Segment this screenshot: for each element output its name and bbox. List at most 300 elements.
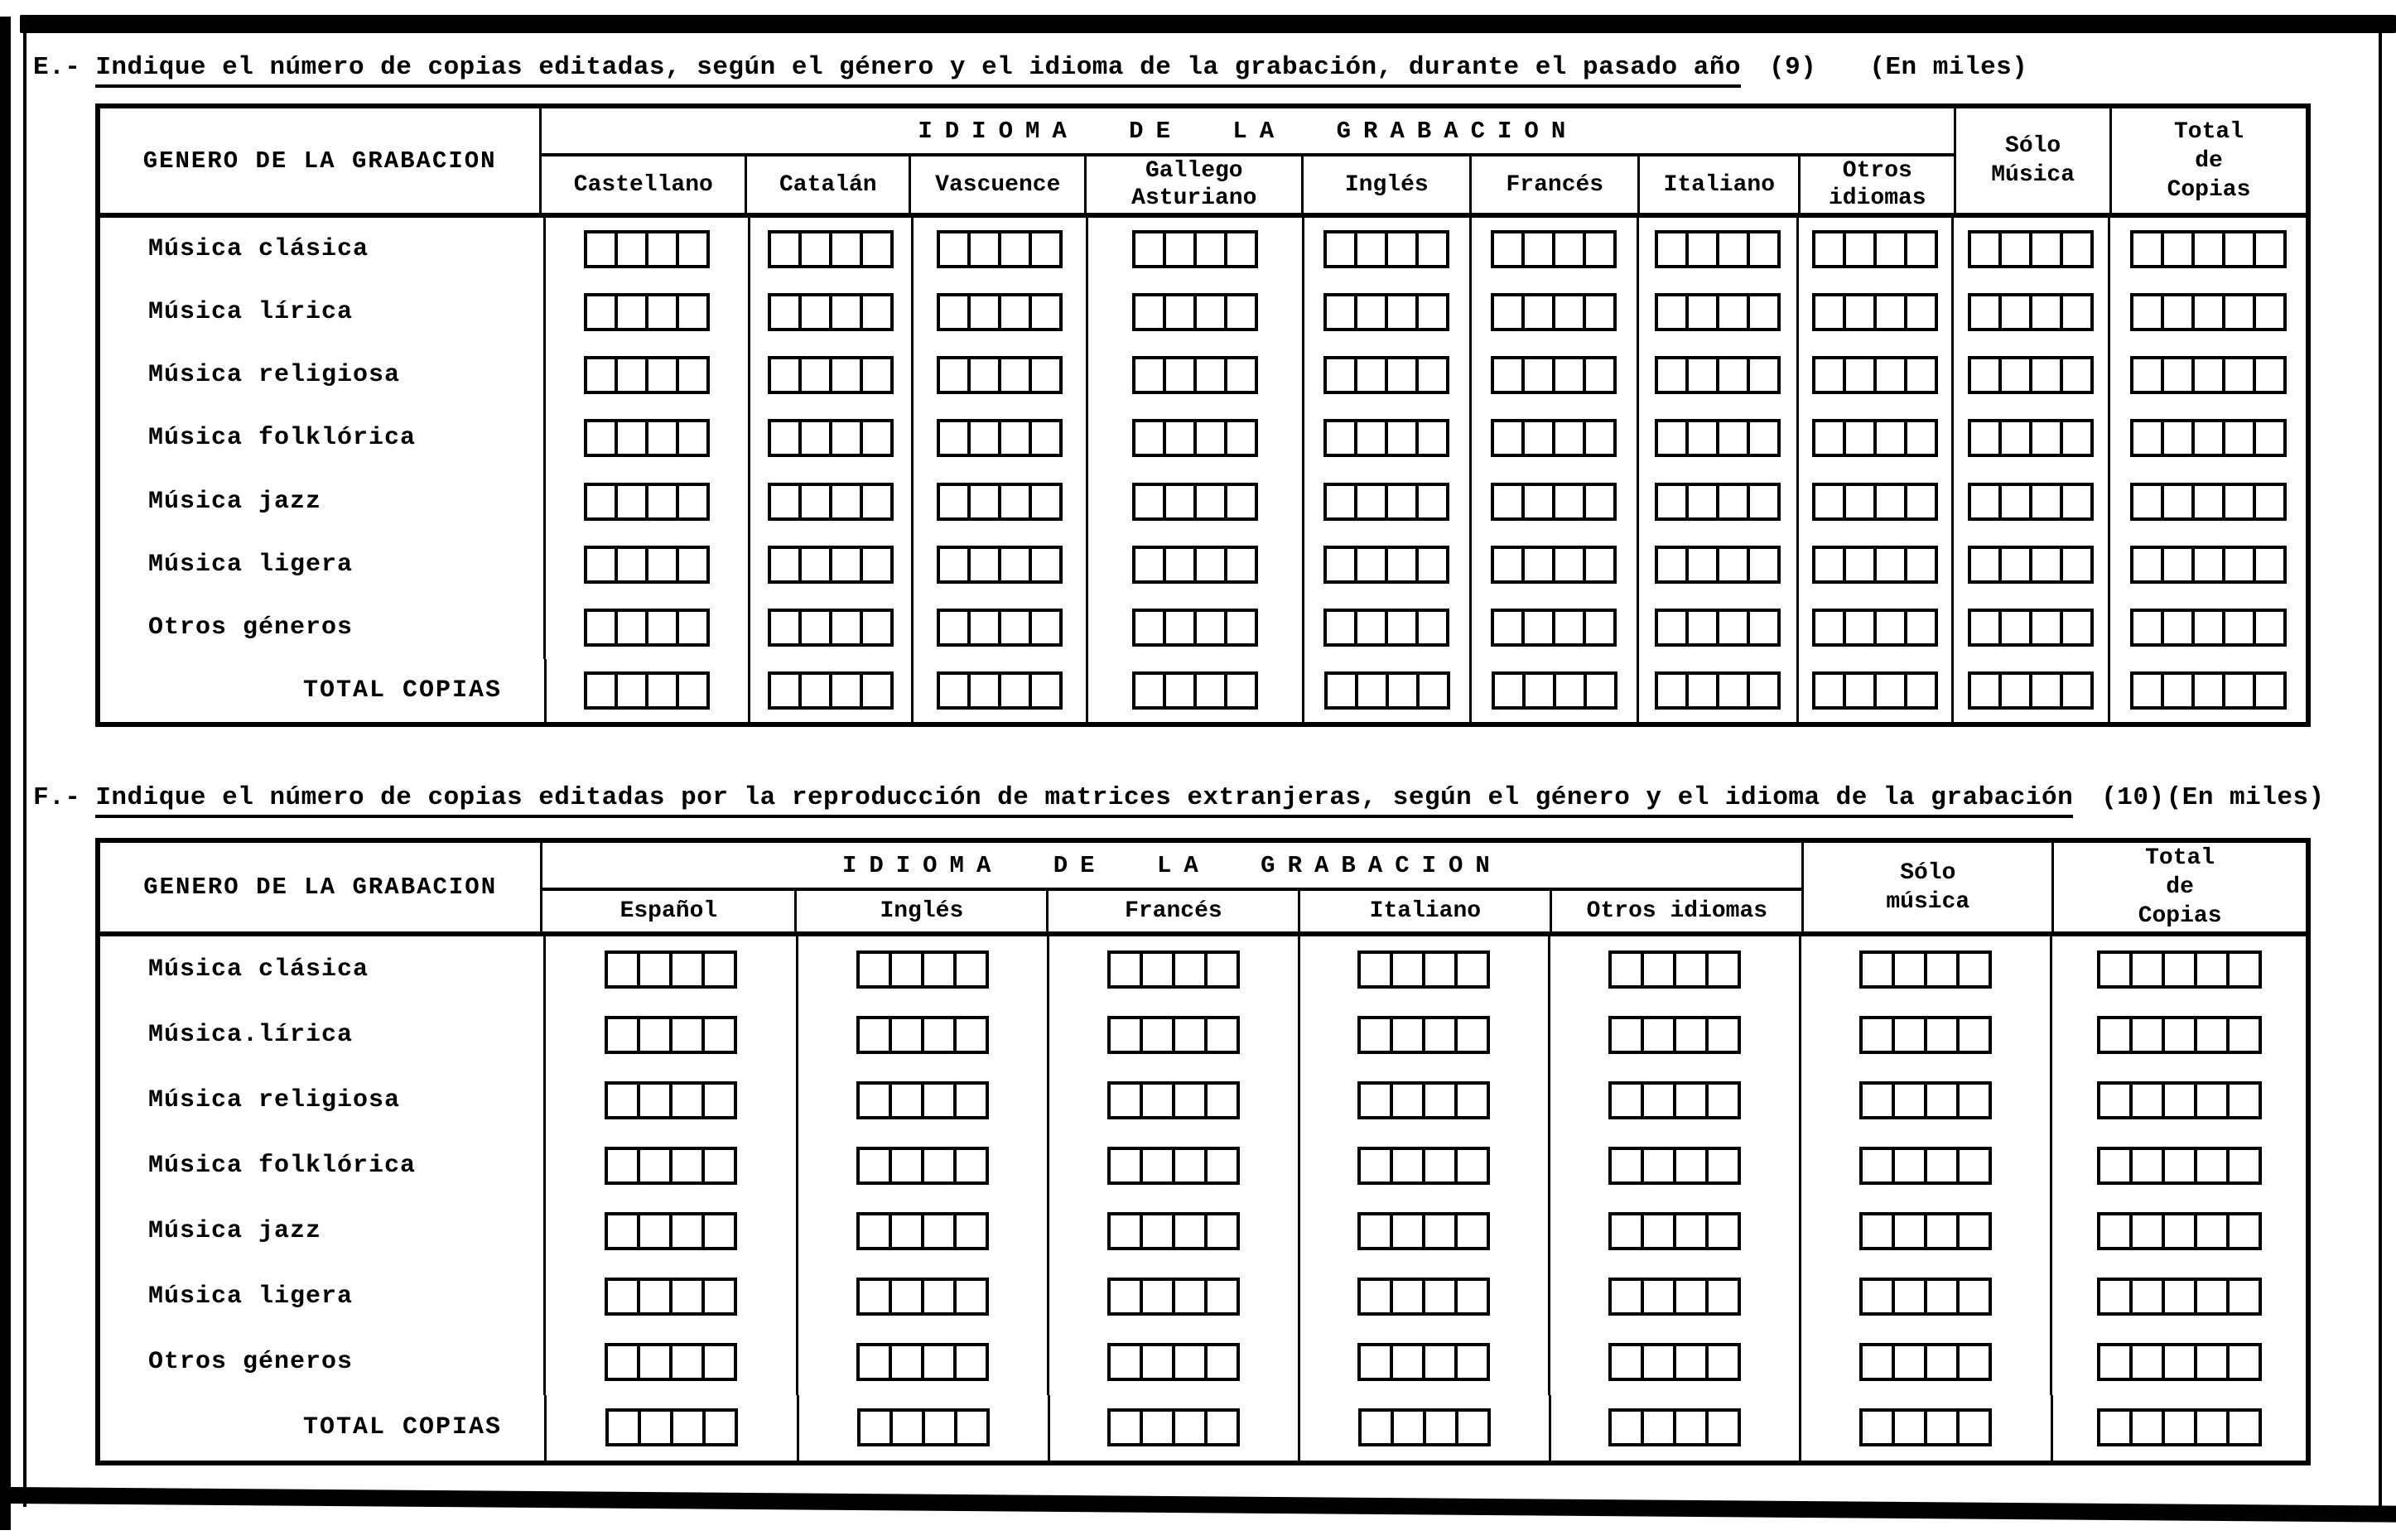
digit-box[interactable] bbox=[2161, 546, 2195, 584]
digit-box[interactable] bbox=[1685, 609, 1719, 647]
digit-box[interactable] bbox=[1390, 1081, 1425, 1119]
digit-box[interactable] bbox=[1608, 1408, 1644, 1446]
digit-box[interactable] bbox=[615, 293, 648, 331]
digit-box[interactable] bbox=[638, 1408, 673, 1446]
digit-box[interactable] bbox=[1859, 1343, 1895, 1381]
digit-input-row1-lang4[interactable] bbox=[1323, 293, 1449, 331]
digit-box[interactable] bbox=[856, 1343, 892, 1381]
digit-box[interactable] bbox=[1904, 483, 1938, 521]
digit-box[interactable] bbox=[1454, 1016, 1490, 1054]
digit-box[interactable] bbox=[1390, 1278, 1425, 1316]
digit-box[interactable] bbox=[998, 293, 1032, 331]
digit-box[interactable] bbox=[1843, 293, 1877, 331]
digit-box[interactable] bbox=[798, 356, 832, 394]
digit-box[interactable] bbox=[1354, 483, 1388, 521]
digit-box[interactable] bbox=[1193, 293, 1227, 331]
digit-input-row6-lang2[interactable] bbox=[937, 609, 1063, 647]
digit-input-row2-lang0[interactable] bbox=[605, 1081, 737, 1119]
digit-box[interactable] bbox=[637, 1343, 673, 1381]
digit-box[interactable] bbox=[2253, 293, 2287, 331]
digit-box[interactable] bbox=[2162, 1212, 2197, 1250]
digit-box[interactable] bbox=[1904, 546, 1938, 584]
digit-box[interactable] bbox=[584, 356, 618, 394]
digit-box[interactable] bbox=[860, 293, 894, 331]
digit-box[interactable] bbox=[967, 671, 1001, 710]
digit-box[interactable] bbox=[1204, 1016, 1240, 1054]
digit-box[interactable] bbox=[1812, 230, 1846, 268]
digit-box[interactable] bbox=[1132, 546, 1166, 584]
digit-box[interactable] bbox=[1193, 356, 1227, 394]
digit-box[interactable] bbox=[798, 483, 832, 521]
digit-box[interactable] bbox=[1655, 356, 1689, 394]
digit-input-row1-solo[interactable] bbox=[1968, 293, 2094, 331]
digit-box[interactable] bbox=[2226, 1081, 2262, 1119]
digit-box[interactable] bbox=[1998, 293, 2032, 331]
digit-box[interactable] bbox=[1491, 230, 1525, 268]
digit-box[interactable] bbox=[1204, 1408, 1240, 1446]
digit-box[interactable] bbox=[1422, 950, 1458, 989]
digit-input-row7-solo[interactable] bbox=[1859, 1408, 1992, 1446]
digit-box[interactable] bbox=[1132, 671, 1166, 710]
digit-input-row3-total[interactable] bbox=[2097, 1147, 2262, 1185]
digit-box[interactable] bbox=[856, 1212, 892, 1250]
digit-box[interactable] bbox=[921, 1147, 957, 1185]
digit-box[interactable] bbox=[1415, 356, 1449, 394]
digit-box[interactable] bbox=[1968, 419, 2002, 457]
digit-box[interactable] bbox=[605, 1212, 640, 1250]
digit-box[interactable] bbox=[1029, 483, 1063, 521]
digit-box[interactable] bbox=[1685, 230, 1719, 268]
digit-box[interactable] bbox=[1323, 293, 1357, 331]
digit-input-row2-lang3[interactable] bbox=[1357, 1081, 1490, 1119]
digit-box[interactable] bbox=[1454, 1147, 1490, 1185]
digit-input-row5-lang4[interactable] bbox=[1608, 1278, 1741, 1316]
digit-box[interactable] bbox=[1859, 1016, 1895, 1054]
digit-box[interactable] bbox=[1608, 1016, 1644, 1054]
digit-box[interactable] bbox=[1107, 1147, 1143, 1185]
digit-box[interactable] bbox=[1924, 1016, 1960, 1054]
digit-box[interactable] bbox=[1422, 1278, 1458, 1316]
digit-input-row7-lang5[interactable] bbox=[1492, 671, 1617, 710]
digit-input-row5-solo[interactable] bbox=[1968, 546, 2094, 584]
digit-input-row4-lang4[interactable] bbox=[1608, 1212, 1741, 1250]
digit-box[interactable] bbox=[1140, 950, 1175, 989]
digit-box[interactable] bbox=[1716, 671, 1750, 710]
digit-box[interactable] bbox=[1655, 483, 1689, 521]
digit-box[interactable] bbox=[921, 1212, 957, 1250]
digit-input-row1-solo[interactable] bbox=[1859, 1016, 1992, 1054]
digit-box[interactable] bbox=[768, 230, 802, 268]
digit-box[interactable] bbox=[2060, 230, 2094, 268]
digit-box[interactable] bbox=[2129, 1408, 2165, 1446]
digit-input-row7-lang0[interactable] bbox=[584, 671, 710, 710]
digit-input-row7-lang0[interactable] bbox=[605, 1408, 738, 1446]
digit-box[interactable] bbox=[1998, 356, 2032, 394]
digit-box[interactable] bbox=[2029, 609, 2063, 647]
digit-input-row7-solo[interactable] bbox=[1968, 671, 2094, 710]
digit-box[interactable] bbox=[1924, 1408, 1960, 1446]
digit-box[interactable] bbox=[1224, 483, 1258, 521]
digit-box[interactable] bbox=[584, 419, 618, 457]
digit-box[interactable] bbox=[1193, 230, 1227, 268]
digit-box[interactable] bbox=[889, 1212, 924, 1250]
digit-input-row6-lang0[interactable] bbox=[584, 609, 710, 647]
digit-box[interactable] bbox=[1747, 356, 1781, 394]
digit-box[interactable] bbox=[1132, 293, 1166, 331]
digit-input-row4-lang0[interactable] bbox=[605, 1212, 737, 1250]
digit-box[interactable] bbox=[1357, 1016, 1393, 1054]
digit-box[interactable] bbox=[1132, 483, 1166, 521]
digit-box[interactable] bbox=[2162, 1081, 2197, 1119]
digit-box[interactable] bbox=[2161, 609, 2195, 647]
digit-box[interactable] bbox=[1716, 483, 1750, 521]
digit-box[interactable] bbox=[2129, 1016, 2165, 1054]
digit-box[interactable] bbox=[1608, 1212, 1644, 1250]
digit-input-row2-lang6[interactable] bbox=[1655, 356, 1781, 394]
digit-box[interactable] bbox=[2029, 483, 2063, 521]
digit-input-row1-lang4[interactable] bbox=[1608, 1016, 1741, 1054]
digit-input-row7-lang2[interactable] bbox=[937, 671, 1063, 710]
digit-box[interactable] bbox=[645, 609, 679, 647]
digit-box[interactable] bbox=[1859, 1278, 1895, 1316]
digit-box[interactable] bbox=[1224, 671, 1258, 710]
digit-box[interactable] bbox=[1107, 950, 1143, 989]
digit-box[interactable] bbox=[1673, 1343, 1709, 1381]
digit-box[interactable] bbox=[1140, 1147, 1175, 1185]
digit-input-row4-total[interactable] bbox=[2097, 1212, 2262, 1250]
digit-box[interactable] bbox=[2161, 230, 2195, 268]
digit-input-row6-solo[interactable] bbox=[1968, 609, 2094, 647]
digit-box[interactable] bbox=[1705, 950, 1741, 989]
digit-box[interactable] bbox=[1140, 1278, 1175, 1316]
digit-input-row6-total[interactable] bbox=[2097, 1343, 2262, 1381]
digit-box[interactable] bbox=[615, 671, 648, 710]
digit-box[interactable] bbox=[1747, 419, 1781, 457]
digit-box[interactable] bbox=[1454, 950, 1490, 989]
digit-box[interactable] bbox=[1140, 1212, 1175, 1250]
digit-box[interactable] bbox=[889, 1147, 924, 1185]
digit-box[interactable] bbox=[2060, 609, 2094, 647]
digit-input-row6-lang3[interactable] bbox=[1357, 1343, 1490, 1381]
digit-box[interactable] bbox=[998, 546, 1032, 584]
digit-input-row2-lang2[interactable] bbox=[1107, 1081, 1240, 1119]
digit-box[interactable] bbox=[1552, 419, 1586, 457]
digit-box[interactable] bbox=[669, 1343, 705, 1381]
digit-input-row5-total[interactable] bbox=[2097, 1278, 2262, 1316]
digit-input-row4-solo[interactable] bbox=[1859, 1212, 1992, 1250]
digit-input-row5-lang3[interactable] bbox=[1132, 546, 1258, 584]
digit-box[interactable] bbox=[1491, 546, 1525, 584]
digit-input-row0-lang7[interactable] bbox=[1812, 230, 1938, 268]
digit-box[interactable] bbox=[2191, 546, 2225, 584]
digit-box[interactable] bbox=[1323, 546, 1357, 584]
digit-box[interactable] bbox=[1956, 1081, 1992, 1119]
digit-input-row3-lang6[interactable] bbox=[1655, 419, 1781, 457]
digit-box[interactable] bbox=[1521, 483, 1555, 521]
digit-box[interactable] bbox=[2161, 356, 2195, 394]
digit-box[interactable] bbox=[1390, 950, 1425, 989]
digit-input-row0-solo[interactable] bbox=[1968, 230, 2094, 268]
digit-box[interactable] bbox=[889, 1343, 924, 1381]
digit-box[interactable] bbox=[768, 293, 802, 331]
digit-box[interactable] bbox=[584, 483, 618, 521]
digit-input-row2-lang4[interactable] bbox=[1323, 356, 1449, 394]
digit-input-row6-lang0[interactable] bbox=[605, 1343, 737, 1381]
digit-box[interactable] bbox=[2029, 230, 2063, 268]
digit-box[interactable] bbox=[637, 1081, 673, 1119]
digit-box[interactable] bbox=[2191, 230, 2225, 268]
digit-box[interactable] bbox=[2191, 609, 2225, 647]
digit-box[interactable] bbox=[1641, 1081, 1676, 1119]
digit-box[interactable] bbox=[2253, 419, 2287, 457]
digit-box[interactable] bbox=[953, 1278, 989, 1316]
digit-box[interactable] bbox=[1747, 230, 1781, 268]
digit-box[interactable] bbox=[2129, 950, 2165, 989]
digit-box[interactable] bbox=[1354, 230, 1388, 268]
digit-input-row7-lang7[interactable] bbox=[1812, 671, 1938, 710]
digit-box[interactable] bbox=[967, 546, 1001, 584]
digit-box[interactable] bbox=[922, 1408, 957, 1446]
digit-box[interactable] bbox=[1224, 230, 1258, 268]
digit-box[interactable] bbox=[1224, 546, 1258, 584]
digit-box[interactable] bbox=[1747, 293, 1781, 331]
digit-box[interactable] bbox=[2194, 950, 2230, 989]
digit-box[interactable] bbox=[1956, 950, 1992, 989]
digit-box[interactable] bbox=[1029, 419, 1063, 457]
digit-box[interactable] bbox=[2253, 230, 2287, 268]
digit-input-row0-total[interactable] bbox=[2130, 230, 2287, 268]
digit-box[interactable] bbox=[615, 483, 648, 521]
digit-box[interactable] bbox=[2130, 419, 2164, 457]
digit-box[interactable] bbox=[1385, 483, 1419, 521]
digit-box[interactable] bbox=[1385, 546, 1419, 584]
digit-box[interactable] bbox=[2191, 483, 2225, 521]
digit-box[interactable] bbox=[1873, 356, 1907, 394]
digit-box[interactable] bbox=[584, 293, 618, 331]
digit-box[interactable] bbox=[1655, 609, 1689, 647]
digit-box[interactable] bbox=[1224, 419, 1258, 457]
digit-input-row5-lang1[interactable] bbox=[768, 546, 894, 584]
digit-box[interactable] bbox=[1641, 950, 1676, 989]
digit-box[interactable] bbox=[1968, 293, 2002, 331]
digit-input-row1-lang3[interactable] bbox=[1132, 293, 1258, 331]
digit-box[interactable] bbox=[1422, 1212, 1458, 1250]
digit-input-row3-lang0[interactable] bbox=[584, 419, 710, 457]
digit-box[interactable] bbox=[1641, 1016, 1676, 1054]
digit-box[interactable] bbox=[1172, 1408, 1208, 1446]
digit-input-row4-solo[interactable] bbox=[1968, 483, 2094, 521]
digit-box[interactable] bbox=[1968, 230, 2002, 268]
digit-box[interactable] bbox=[2060, 671, 2094, 710]
digit-input-row0-lang3[interactable] bbox=[1132, 230, 1258, 268]
digit-input-row2-total[interactable] bbox=[2097, 1081, 2262, 1119]
digit-box[interactable] bbox=[1924, 1212, 1960, 1250]
digit-box[interactable] bbox=[921, 1016, 957, 1054]
digit-box[interactable] bbox=[768, 419, 802, 457]
digit-input-row3-lang2[interactable] bbox=[1107, 1147, 1240, 1185]
digit-box[interactable] bbox=[584, 609, 618, 647]
digit-box[interactable] bbox=[676, 609, 710, 647]
digit-box[interactable] bbox=[645, 356, 679, 394]
digit-box[interactable] bbox=[829, 356, 863, 394]
digit-box[interactable] bbox=[768, 356, 802, 394]
digit-input-row1-lang2[interactable] bbox=[937, 293, 1063, 331]
digit-input-row1-lang6[interactable] bbox=[1655, 293, 1781, 331]
digit-box[interactable] bbox=[1843, 671, 1877, 710]
digit-box[interactable] bbox=[2253, 356, 2287, 394]
digit-input-row4-lang3[interactable] bbox=[1357, 1212, 1490, 1250]
digit-input-row3-lang2[interactable] bbox=[937, 419, 1063, 457]
digit-box[interactable] bbox=[2222, 356, 2256, 394]
digit-box[interactable] bbox=[1390, 1016, 1425, 1054]
digit-box[interactable] bbox=[1193, 546, 1227, 584]
digit-box[interactable] bbox=[967, 609, 1001, 647]
digit-box[interactable] bbox=[2226, 1212, 2262, 1250]
digit-input-row7-total[interactable] bbox=[2097, 1408, 2262, 1446]
digit-box[interactable] bbox=[1385, 609, 1419, 647]
digit-box[interactable] bbox=[1655, 293, 1689, 331]
digit-box[interactable] bbox=[2253, 671, 2287, 710]
digit-box[interactable] bbox=[1323, 356, 1357, 394]
digit-box[interactable] bbox=[1415, 293, 1449, 331]
digit-box[interactable] bbox=[998, 483, 1032, 521]
digit-box[interactable] bbox=[1172, 1016, 1208, 1054]
digit-input-row1-total[interactable] bbox=[2130, 293, 2287, 331]
digit-box[interactable] bbox=[2191, 671, 2225, 710]
digit-box[interactable] bbox=[637, 1147, 673, 1185]
digit-box[interactable] bbox=[1204, 1147, 1240, 1185]
digit-box[interactable] bbox=[1608, 1343, 1644, 1381]
digit-box[interactable] bbox=[1354, 546, 1388, 584]
digit-box[interactable] bbox=[1163, 293, 1197, 331]
digit-box[interactable] bbox=[954, 1408, 990, 1446]
digit-box[interactable] bbox=[2222, 671, 2256, 710]
digit-input-row7-total[interactable] bbox=[2130, 671, 2287, 710]
digit-box[interactable] bbox=[1641, 1212, 1676, 1250]
digit-box[interactable] bbox=[1357, 1212, 1393, 1250]
digit-input-row5-lang3[interactable] bbox=[1357, 1278, 1490, 1316]
digit-box[interactable] bbox=[2130, 609, 2164, 647]
digit-box[interactable] bbox=[856, 1147, 892, 1185]
digit-box[interactable] bbox=[1716, 293, 1750, 331]
digit-box[interactable] bbox=[1924, 1278, 1960, 1316]
digit-input-row3-lang1[interactable] bbox=[768, 419, 894, 457]
digit-box[interactable] bbox=[2060, 293, 2094, 331]
digit-box[interactable] bbox=[1172, 1278, 1208, 1316]
digit-input-row0-lang0[interactable] bbox=[605, 950, 737, 989]
digit-input-row6-lang4[interactable] bbox=[1608, 1343, 1741, 1381]
digit-box[interactable] bbox=[1956, 1343, 1992, 1381]
digit-box[interactable] bbox=[2194, 1081, 2230, 1119]
digit-input-row2-total[interactable] bbox=[2130, 356, 2287, 394]
digit-input-row0-lang4[interactable] bbox=[1323, 230, 1449, 268]
digit-box[interactable] bbox=[1132, 230, 1166, 268]
digit-box[interactable] bbox=[2129, 1343, 2165, 1381]
digit-box[interactable] bbox=[605, 950, 640, 989]
digit-input-row4-lang2[interactable] bbox=[937, 483, 1063, 521]
digit-input-row1-lang1[interactable] bbox=[856, 1016, 989, 1054]
digit-box[interactable] bbox=[1924, 950, 1960, 989]
digit-box[interactable] bbox=[701, 1016, 737, 1054]
digit-box[interactable] bbox=[1454, 1212, 1490, 1250]
digit-box[interactable] bbox=[953, 1081, 989, 1119]
digit-box[interactable] bbox=[1107, 1016, 1143, 1054]
digit-box[interactable] bbox=[701, 1147, 737, 1185]
digit-box[interactable] bbox=[856, 950, 892, 989]
digit-box[interactable] bbox=[2097, 1081, 2133, 1119]
digit-box[interactable] bbox=[860, 609, 894, 647]
digit-box[interactable] bbox=[1552, 356, 1586, 394]
digit-box[interactable] bbox=[1416, 671, 1450, 710]
digit-box[interactable] bbox=[676, 483, 710, 521]
digit-box[interactable] bbox=[1357, 1081, 1393, 1119]
digit-box[interactable] bbox=[967, 230, 1001, 268]
digit-box[interactable] bbox=[1641, 1343, 1676, 1381]
digit-box[interactable] bbox=[1716, 419, 1750, 457]
digit-box[interactable] bbox=[1685, 671, 1719, 710]
digit-input-row1-lang0[interactable] bbox=[584, 293, 710, 331]
digit-box[interactable] bbox=[2162, 1016, 2197, 1054]
digit-input-row0-lang1[interactable] bbox=[856, 950, 989, 989]
digit-box[interactable] bbox=[2191, 419, 2225, 457]
digit-input-row3-lang3[interactable] bbox=[1132, 419, 1258, 457]
digit-box[interactable] bbox=[2097, 950, 2133, 989]
digit-box[interactable] bbox=[1454, 1343, 1490, 1381]
digit-box[interactable] bbox=[1385, 230, 1419, 268]
digit-box[interactable] bbox=[1172, 950, 1208, 989]
digit-box[interactable] bbox=[1521, 293, 1555, 331]
digit-box[interactable] bbox=[1323, 419, 1357, 457]
digit-box[interactable] bbox=[1812, 483, 1846, 521]
digit-box[interactable] bbox=[1552, 230, 1586, 268]
digit-box[interactable] bbox=[1998, 419, 2032, 457]
digit-box[interactable] bbox=[2060, 483, 2094, 521]
digit-input-row1-total[interactable] bbox=[2097, 1016, 2262, 1054]
digit-box[interactable] bbox=[798, 546, 832, 584]
digit-box[interactable] bbox=[1583, 356, 1617, 394]
digit-box[interactable] bbox=[1454, 1081, 1490, 1119]
digit-box[interactable] bbox=[1998, 671, 2032, 710]
digit-box[interactable] bbox=[1705, 1212, 1741, 1250]
digit-box[interactable] bbox=[2130, 483, 2164, 521]
digit-input-row5-total[interactable] bbox=[2130, 546, 2287, 584]
digit-box[interactable] bbox=[1873, 293, 1907, 331]
digit-box[interactable] bbox=[829, 671, 863, 710]
digit-box[interactable] bbox=[1204, 950, 1240, 989]
digit-box[interactable] bbox=[1892, 1212, 1927, 1250]
digit-box[interactable] bbox=[921, 950, 957, 989]
digit-input-row6-lang4[interactable] bbox=[1323, 609, 1449, 647]
digit-box[interactable] bbox=[1673, 1016, 1709, 1054]
digit-box[interactable] bbox=[889, 1278, 924, 1316]
digit-box[interactable] bbox=[1422, 1081, 1458, 1119]
digit-input-row3-lang7[interactable] bbox=[1812, 419, 1938, 457]
digit-box[interactable] bbox=[1812, 671, 1846, 710]
digit-box[interactable] bbox=[645, 230, 679, 268]
digit-box[interactable] bbox=[860, 419, 894, 457]
digit-box[interactable] bbox=[701, 1278, 737, 1316]
digit-box[interactable] bbox=[637, 950, 673, 989]
digit-box[interactable] bbox=[1673, 950, 1709, 989]
digit-box[interactable] bbox=[1422, 1343, 1458, 1381]
digit-box[interactable] bbox=[1107, 1408, 1143, 1446]
digit-input-row5-lang7[interactable] bbox=[1812, 546, 1938, 584]
digit-box[interactable] bbox=[967, 356, 1001, 394]
digit-box[interactable] bbox=[1705, 1278, 1741, 1316]
digit-box[interactable] bbox=[1415, 609, 1449, 647]
digit-box[interactable] bbox=[967, 483, 1001, 521]
digit-box[interactable] bbox=[2162, 1343, 2197, 1381]
